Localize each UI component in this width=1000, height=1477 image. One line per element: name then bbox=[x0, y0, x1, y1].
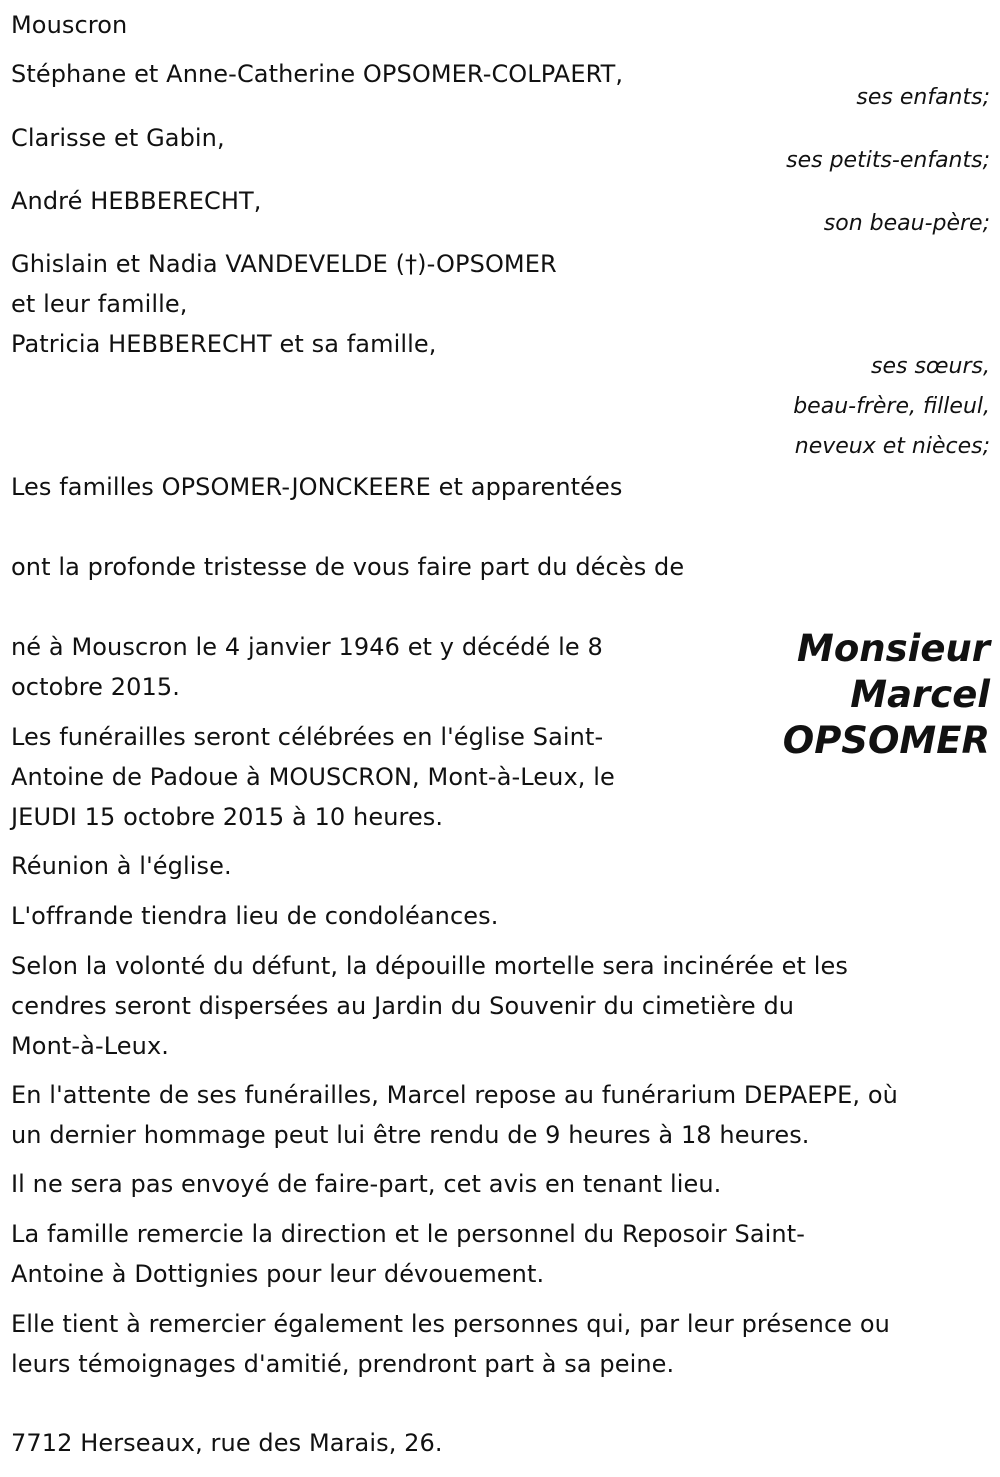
families-line: Les familles OPSOMER-JONCKEERE et apparentées bbox=[11, 473, 623, 501]
no-card-line: Il ne sera pas envoyé de faire-part, cet avis en tenant lieu. bbox=[11, 1170, 722, 1198]
funeral-line-2: Antoine de Padoue à MOUSCRON, Mont-à-Leux, le bbox=[11, 763, 615, 791]
deceased-first-name: Marcel bbox=[850, 673, 990, 716]
address-line: 7712 Herseaux, rue des Marais, 26. bbox=[11, 1429, 443, 1457]
relation-grandchildren: ses petits-enfants; bbox=[786, 148, 990, 173]
thanks-staff-line-1: La famille remercie la direction et le personnel du Reposoir Saint- bbox=[11, 1220, 806, 1248]
cremation-line-3: Mont-à-Leux. bbox=[11, 1032, 169, 1060]
offering-line: L'offrande tiendra lieu de condoléances. bbox=[11, 902, 499, 930]
relation-siblings-2: beau-frère, filleul, bbox=[793, 394, 990, 419]
thanks-all-line-1: Elle tient à remercier également les personnes qui, par leur présence ou bbox=[11, 1310, 890, 1338]
mourner-grandchildren-names: Clarisse et Gabin, bbox=[11, 124, 225, 152]
visitation-line-2: un dernier hommage peut lui être rendu de 9 heures à 18 heures. bbox=[11, 1121, 810, 1149]
deceased-title: Monsieur bbox=[797, 627, 990, 670]
cremation-line-2: cendres seront dispersées au Jardin du Souvenir du cimetière du bbox=[11, 992, 795, 1020]
announcement-line: ont la profonde tristesse de vous faire part du décès de bbox=[11, 553, 685, 581]
relation-siblings-3: neveux et nièces; bbox=[794, 434, 990, 459]
relation-children: ses enfants; bbox=[856, 85, 990, 110]
birth-death-line-2: octobre 2015. bbox=[11, 673, 180, 701]
funeral-line-3: JEUDI 15 octobre 2015 à 10 heures. bbox=[11, 803, 444, 831]
mourner-siblings-name-3: Patricia HEBBERECHT et sa famille, bbox=[11, 330, 437, 358]
meeting-line: Réunion à l'église. bbox=[11, 852, 232, 880]
deceased-last-name: OPSOMER bbox=[782, 719, 990, 762]
birth-death-line-1: né à Mouscron le 4 janvier 1946 et y décédé le 8 bbox=[11, 633, 603, 661]
mourner-children-names: Stéphane et Anne-Catherine OPSOMER-COLPAERT, bbox=[11, 60, 624, 88]
relation-siblings-1: ses sœurs, bbox=[871, 354, 990, 379]
thanks-staff-line-2: Antoine à Dottignies pour leur dévouement. bbox=[11, 1260, 545, 1288]
mourner-siblings-name-2: et leur famille, bbox=[11, 290, 188, 318]
cremation-line-1: Selon la volonté du défunt, la dépouille mortelle sera incinérée et les bbox=[11, 952, 848, 980]
relation-father-in-law: son beau-père; bbox=[823, 211, 990, 236]
mourner-father-in-law-name: André HEBBERECHT, bbox=[11, 187, 262, 215]
thanks-all-line-2: leurs témoignages d'amitié, prendront part à sa peine. bbox=[11, 1350, 675, 1378]
deceased-name bbox=[783, 626, 990, 764]
visitation-line-1: En l'attente de ses funérailles, Marcel repose au funérarium DEPAEPE, où bbox=[11, 1081, 898, 1109]
city-heading: Mouscron bbox=[11, 11, 128, 39]
mourner-siblings-name-1: Ghislain et Nadia VANDEVELDE (†)-OPSOMER bbox=[11, 250, 557, 278]
funeral-line-1: Les funérailles seront célébrées en l'église Saint- bbox=[11, 723, 604, 751]
